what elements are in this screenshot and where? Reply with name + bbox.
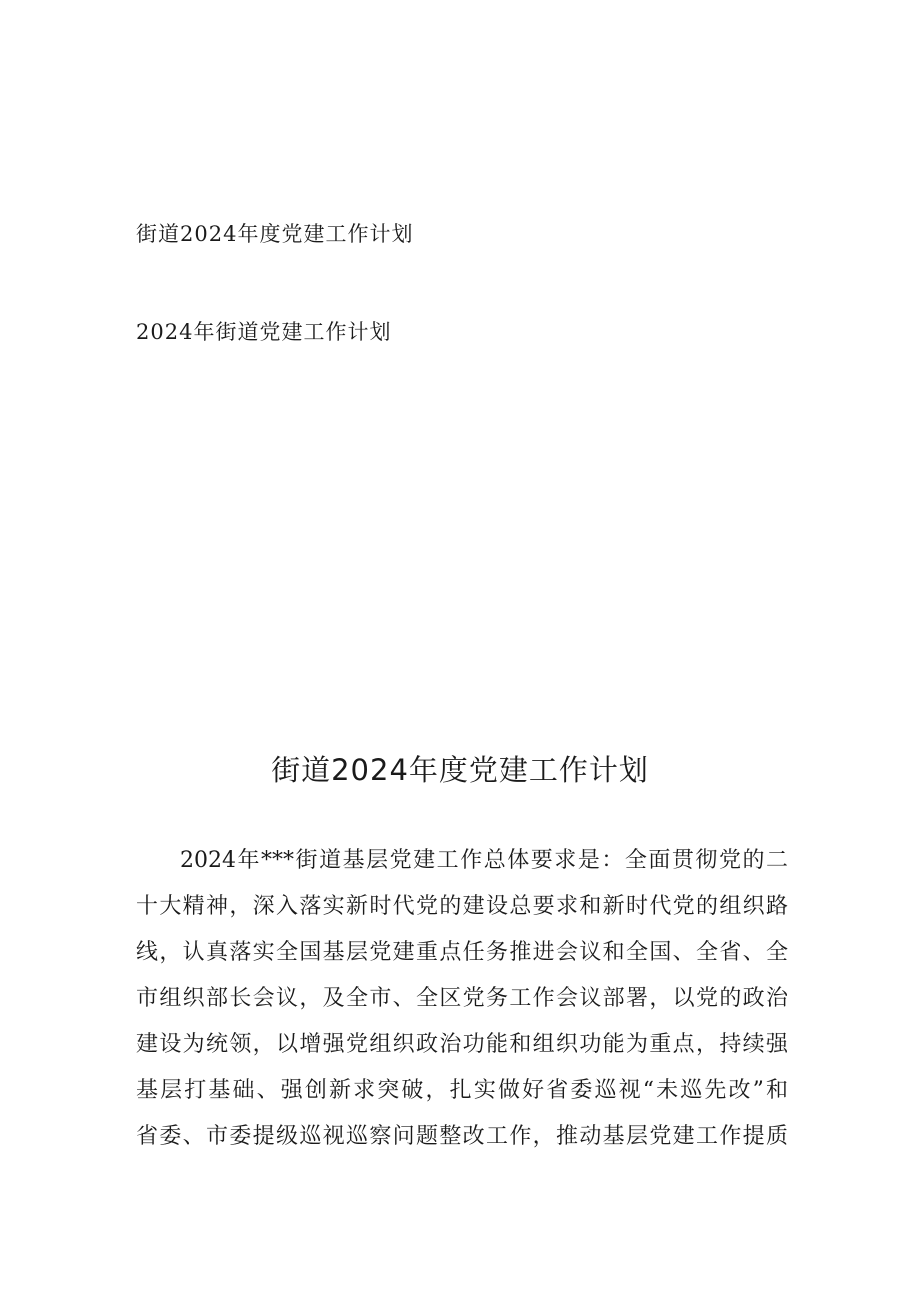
- paragraph-line-1: 2024年***街道基层党建工作总体要求是：全面贯彻党的二: [180, 848, 788, 873]
- toc-entry-1: 街道2024年度党建工作计划: [136, 222, 414, 246]
- paragraph-line-4: 市组织部长会议，及全市、全区党务工作会议部署，以党的政治: [136, 986, 788, 1011]
- body-paragraph: [136, 842, 788, 1164]
- paragraph-line-2: 十大精神，深入落实新时代党的建设总要求和新时代党的组织路: [136, 894, 788, 919]
- paragraph-line-7: 省委、市委提级巡视巡察问题整改工作，推动基层党建工作提质: [136, 1124, 788, 1149]
- document-title: 街道2024年度党建工作计划: [271, 753, 649, 787]
- paragraph-line-3: 线，认真落实全国基层党建重点任务推进会议和全国、全省、全: [136, 940, 788, 965]
- paragraph-line-5: 建设为统领，以增强党组织政治功能和组织功能为重点，持续强: [136, 1032, 788, 1057]
- toc-entry-2: 2024年街道党建工作计划: [136, 320, 392, 344]
- paragraph-line-6: 基层打基础、强创新求突破，扎实做好省委巡视“未巡先改”和: [136, 1078, 788, 1103]
